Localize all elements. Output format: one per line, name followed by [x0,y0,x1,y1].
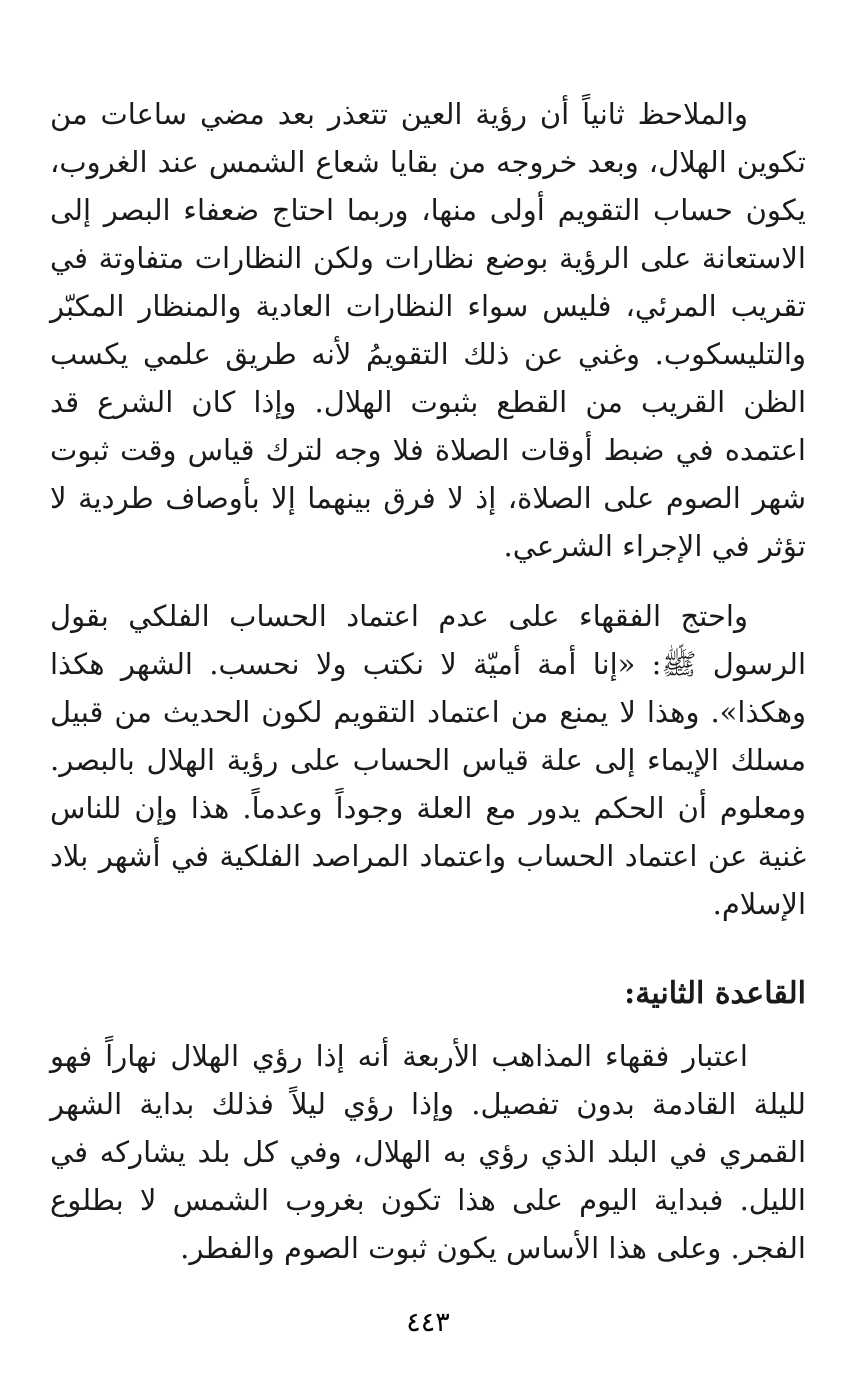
paragraph-second-rule: اعتبار فقهاء المذاهب الأربعة أنه إذا رؤي الهلال نهاراً فهو لليلة القادمة بدون تفصيل. وإذا رؤي ليلاً فذلك بداية الشهر القمري في البلد الذي رؤي به الهلال، وفي كل بلد يشاركه في الليل. فبداية اليوم على هذا تكون بغروب الشمس لا بطلوع الفجر. وعلى هذا الأساس يكون ثبوت الصوم والفطر. [50,1039,806,1265]
page-number: ٤٤٣ [406,1307,450,1337]
section-heading: القاعدة الثانية: [624,976,806,1011]
paragraph-hadith-argument: واحتج الفقهاء على عدم اعتماد الحساب الفلكي بقول الرسول ﷺ: «إنا أمة أميّة لا نكتب ولا نحسب. الشهر هكذا وهكذا». وهذا لا يمنع من اعتماد التقويم لكون الحديث من قبيل مسلك الإيماء إلى علة قياس الحساب على رؤية الهلال بالبصر. ومعلوم أن الحكم يدور مع العلة وجوداً وعدماً. هذا وإن للناس غنية عن اعتماد الحساب واعتماد المراصد الفلكية في أشهر بلاد الإسلام. [50,599,806,921]
paragraph-observation: والملاحظ ثانياً أن رؤية العين تتعذر بعد مضي ساعات من تكوين الهلال، وبعد خروجه من بقايا شعاع الشمس عند الغروب، يكون حساب التقويم أولى منها، وربما احتاج ضعفاء البصر إلى الاستعانة على الرؤية بوضع نظارات ولكن النظارات متفاوتة في تقريب المرئي، فليس سواء النظارات العادية والمنظار المكبّر والتليسكوب. وغني عن ذلك التقويمُ لأنه طريق علمي يكسب الظن القريب من القطع بثبوت الهلال. وإذا كان الشرع قد اعتمده في ضبط أوقات الصلاة فلا وجه لترك قياس وقت ثبوت شهر الصوم على الصلاة، إذ لا فرق بينهما إلا بأوصاف طردية لا تؤثر في الإجراء الشرعي. [50,97,807,563]
